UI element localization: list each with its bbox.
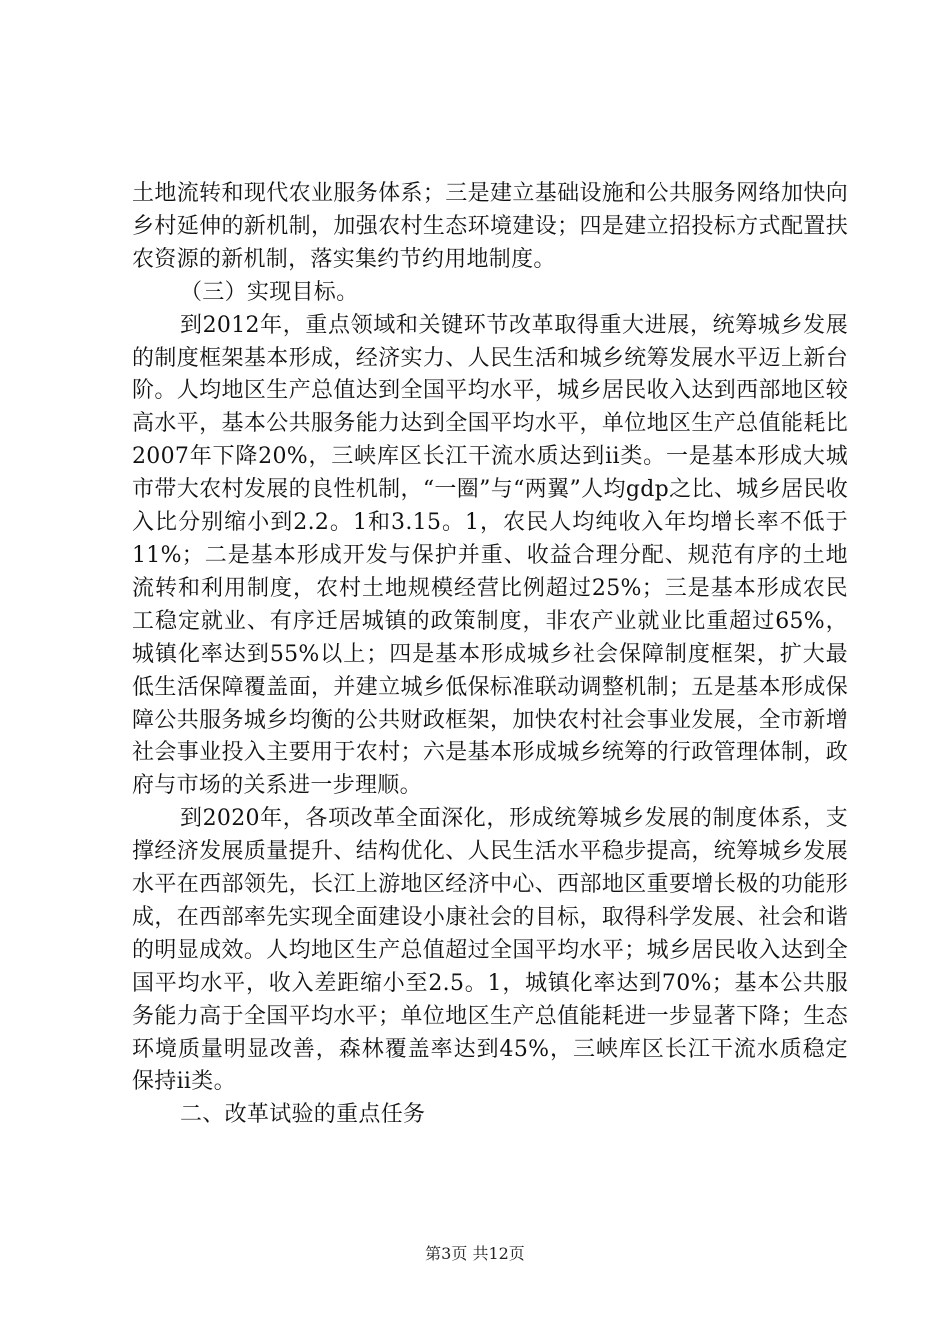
paragraph-2020-goals: 到2020年，各项改革全面深化，形成统筹城乡发展的制度体系，支撑经济发展质量提升、结构优化、人民生活水平稳步提高，统筹城乡发展水平在西部领先，长江上游地区经济中心、西部地区重要增长极的功能形成，在西部率先实现全面建设小康社会的目标，取得科学发展、社会和谐的明显成效。人均地区生产总值超过全国平均水平；城乡居民收入达到全国平均水平，收入差距缩小至2.5。1，城镇化率达到70%；基本公共服务能力高于全国平均水平；单位地区生产总值能耗进一步显著下降；生态环境质量明显改善，森林覆盖率达到45%，三峡库区长江干流水质稳定保持ii类。	[132, 806, 848, 1095]
section-heading-goals: （三）实现目标。	[180, 279, 359, 305]
document-body	[132, 178, 848, 1132]
paragraph-continuation: 土地流转和现代农业服务体系；三是建立基础设施和公共服务网络加快向乡村延伸的新机制，加强农村生态环境建设；四是建立招投标方式配置扶农资源的新机制，落实集约节约用地制度。	[132, 181, 848, 272]
section-heading-key-tasks: 二、改革试验的重点任务	[180, 1102, 426, 1128]
paragraph-2012-goals: 到2012年，重点领域和关键环节改革取得重大进展，统筹城乡发展的制度框架基本形成，经济实力、人民生活和城乡统筹发展水平迈上新台阶。人均地区生产总值达到全国平均水平，城乡居民收入达到西部地区较高水平，基本公共服务能力达到全国平均水平，单位地区生产总值能耗比2007年下降20%，三峡库区长江干流水质达到ii类。一是基本形成大城市带大农村发展的良性机制，“一圈”与“两翼”人均gdp之比、城乡居民收入比分别缩小到2.2。1和3.15。1，农民人均纯收入年均增长率不低于11%；二是基本形成开发与保护并重、收益合理分配、规范有序的土地流转和利用制度，农村土地规模经营比例超过25%；三是基本形成农民工稳定就业、有序迁居城镇的政策制度，非农产业就业比重超过65%，城镇化率达到55%以上；四是基本形成城乡社会保障制度框架，扩大最低生活保障覆盖面，并建立城乡低保标准联动调整机制；五是基本形成保障公共服务城乡均衡的公共财政框架，加快农村社会事业发展，全市新增社会事业投入主要用于农村；六是基本形成城乡统筹的行政管理体制，政府与市场的关系进一步理顺。	[132, 312, 848, 799]
page-number-footer: 第3页 共12页	[425, 1244, 525, 1263]
